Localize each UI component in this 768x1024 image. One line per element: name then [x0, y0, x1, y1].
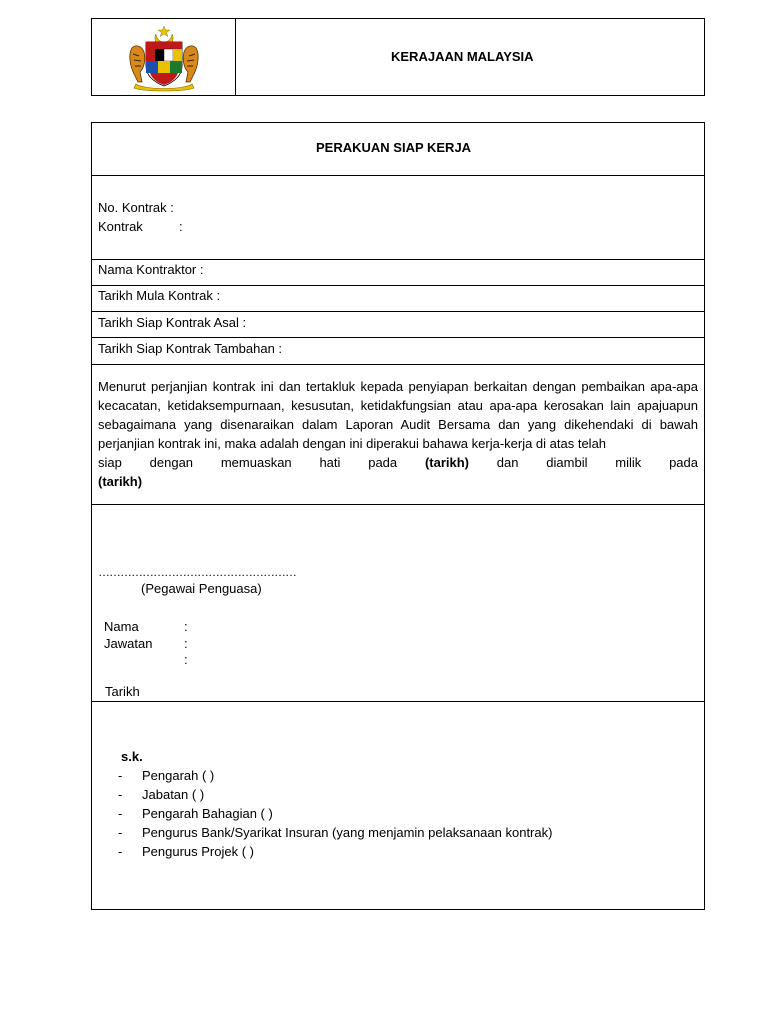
statement-word: dengan: [149, 455, 194, 470]
certification-statement: [98, 377, 698, 491]
statement-word: dan: [496, 455, 519, 470]
list-dash: -: [118, 806, 123, 821]
divider: [91, 337, 705, 338]
extra-colon: :: [184, 652, 188, 667]
list-item-text: Jabatan ( ): [142, 787, 205, 802]
kontrak-label: Kontrak: [98, 219, 143, 234]
tarikh-siap-asal-label: Tarikh Siap Kontrak Asal :: [98, 315, 247, 330]
nama-colon: :: [184, 619, 188, 634]
divider: [91, 311, 705, 312]
tarikh-siap-tambahan-label: Tarikh Siap Kontrak Tambahan :: [98, 341, 283, 356]
sk-list: [118, 766, 552, 861]
statement-word: memuaskan: [220, 455, 292, 470]
statement-word: milik: [615, 455, 642, 470]
list-dash: -: [118, 768, 123, 783]
tarikh-label: Tarikh: [105, 684, 140, 699]
list-item: [118, 785, 552, 804]
statement-date-placeholder: (tarikh): [98, 474, 143, 489]
list-item: [118, 823, 552, 842]
statement-word: siap: [98, 455, 122, 470]
signature-line: ………………………………………………: [98, 565, 296, 579]
statement-word: pada: [368, 455, 398, 470]
divider: [91, 259, 705, 260]
divider: [91, 701, 705, 702]
nama-kontraktor-label: Nama Kontraktor :: [98, 262, 204, 277]
officer-label: (Pegawai Penguasa): [141, 581, 262, 596]
sk-heading: s.k.: [121, 749, 143, 764]
header-title: KERAJAAN MALAYSIA: [391, 49, 534, 64]
nama-label: Nama: [104, 619, 139, 634]
list-item-text: Pengurus Bank/Syarikat Insuran (yang menjamin pelaksanaan kontrak): [142, 825, 553, 840]
divider: [91, 175, 705, 176]
statement-date-placeholder: (tarikh): [424, 455, 469, 470]
list-item: [118, 804, 552, 823]
divider: [91, 504, 705, 505]
list-item-text: Pengurus Projek ( ): [142, 844, 254, 859]
statement-word: diambil: [546, 455, 588, 470]
jawatan-colon: :: [184, 636, 188, 651]
list-item-text: Pengarah Bahagian ( ): [142, 806, 273, 821]
statement-word: hati: [319, 455, 341, 470]
header-divider: [235, 18, 236, 96]
statement-last-line: [98, 453, 698, 472]
jawatan-label: Jawatan: [104, 636, 153, 651]
divider: [91, 285, 705, 286]
form-title: PERAKUAN SIAP KERJA: [316, 140, 472, 155]
list-dash: -: [118, 844, 123, 859]
kontrak-colon: :: [179, 219, 183, 234]
statement-text: Menurut perjanjian kontrak ini dan tertakluk kepada penyiapan berkaitan dengan pembaikan apa-apa kecacatan, ketidaksempurnaan, kesusutan, ketidakfungsian atau apa-apa kerosakan lain apajuapun sebagaimana yang disenaraikan dalam Laporan Audit Bersama dan yang dikehendaki di bawah perjanjian kontrak ini, maka adalah dengan ini diperakui bahawa kerja-kerja di atas telah: [98, 379, 698, 451]
divider: [91, 364, 705, 365]
list-item: [118, 766, 552, 785]
tarikh-mula-label: Tarikh Mula Kontrak :: [98, 288, 221, 303]
no-kontrak-label: No. Kontrak :: [98, 200, 174, 215]
malaysia-coat-of-arms-icon: [124, 24, 204, 92]
list-item: [118, 842, 552, 861]
list-item-text: Pengarah ( ): [142, 768, 215, 783]
statement-word: pada: [669, 455, 698, 470]
list-dash: -: [118, 825, 123, 840]
list-dash: -: [118, 787, 123, 802]
